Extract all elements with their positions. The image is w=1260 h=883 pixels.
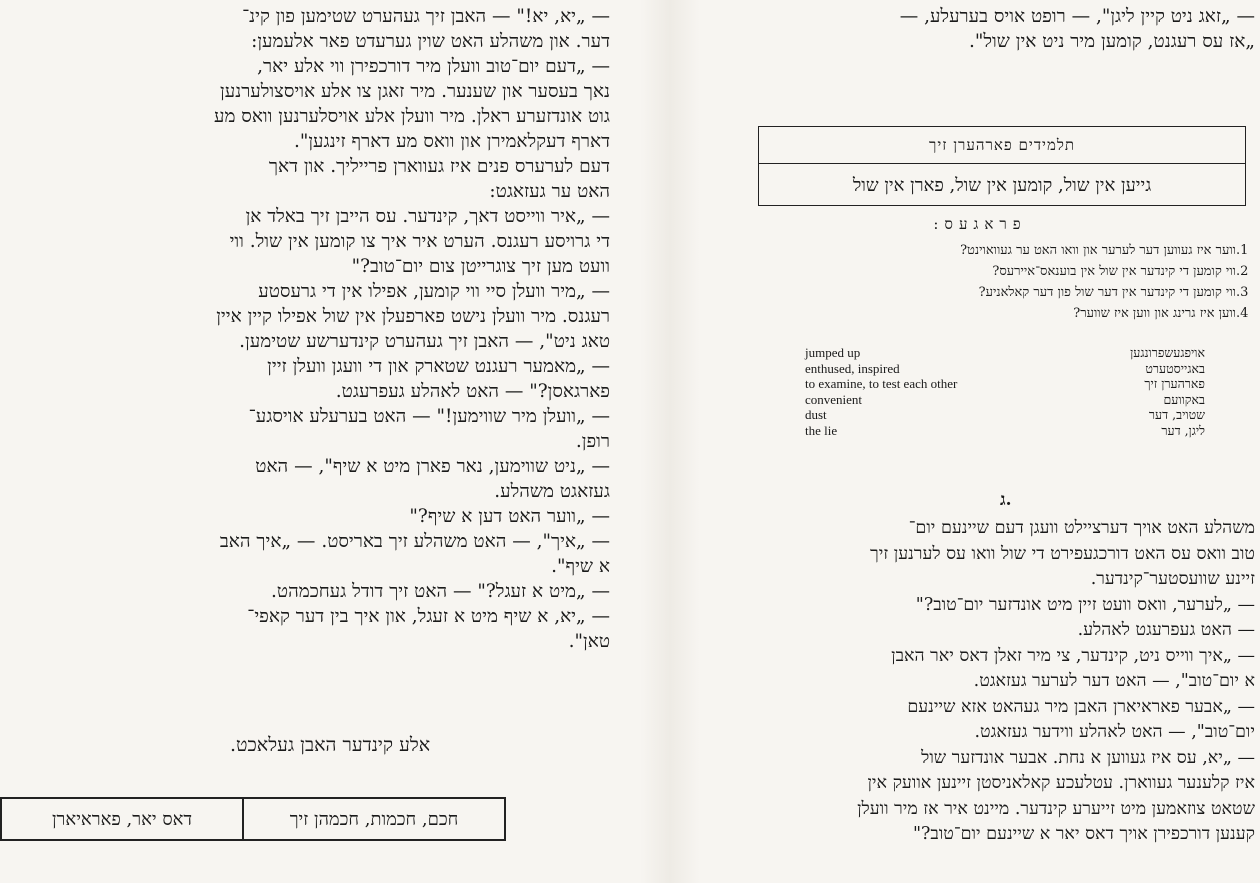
title-box <box>758 126 1246 206</box>
text-line: — „ווער האט דען א שיף?" <box>409 506 610 527</box>
text-line: גוט אונדזערע ראלן. מיר וועלן אלע אויסלערנען וואס מע <box>213 106 610 127</box>
vocab-english: the lie <box>805 422 838 438</box>
right-page-body <box>750 516 1255 848</box>
vocab-english: enthused, inspired <box>805 360 900 376</box>
text-line: געזאגט משהלע. <box>494 481 610 502</box>
text-line: די גרויסע רעגנס. הערט איר איך צו קומען אין שול. ווי <box>229 231 610 252</box>
question-number: 4. <box>1236 306 1249 321</box>
text-line: — „איך ווייס ניט, קינדער, צי מיר זאלן דאס יאר האבן <box>891 645 1255 666</box>
text-line: — „יא, א שיף מיט א זעגל, און איך בין דער קאפי־ <box>247 606 610 627</box>
text-line: יום־טוב", — האט לאהלע ווידער געזאגט. <box>974 722 1255 742</box>
text-line: — „לערער, וואס וועט זיין מיט אונדזער יום־טוב?" <box>915 594 1255 615</box>
text-line: טאג ניט", — האבן זיך געהערט קינדערשע שטימען. <box>239 331 610 352</box>
vocab-yiddish: פארהערן זיך <box>1144 376 1205 391</box>
right-top-paragraph <box>755 4 1255 54</box>
text-line: — „איר ווייסט דאך, קינדער. עס הייבן זיך באלד אן <box>245 206 610 227</box>
question-number: 1. <box>1236 243 1249 258</box>
vocab-yiddish: באגייסטערט <box>1145 360 1205 376</box>
question-text: ווי קומען די קינדער אין שול אין בוענאס־איירעס? <box>992 264 1236 279</box>
right-paragraphs <box>750 516 1255 848</box>
text-line: — „אבער פאראיארן האבן מיר געהאט אזא שיינעם <box>907 696 1255 717</box>
text-line: איז קלענער געווארן. עטלעכע קאלאניסטן זיינען אוועק אין <box>867 773 1255 793</box>
text-line: — „זאג ניט קיין ליגן", — רופט אויס בערעלע, — <box>899 6 1255 27</box>
text-line: — „דעם יום־טוב וועלן מיר דורכפירן ווי אלע יאר, <box>257 56 610 77</box>
text-line: דעם לערערס פנים איז געווארן פרייליך. און דאך <box>268 156 610 177</box>
left-bottom-table <box>0 797 506 841</box>
text-line: — „וועלן מיר שווימען!" — האט בערעלע אויסגע־ <box>248 406 610 427</box>
vocab-row <box>805 361 1205 377</box>
question-text: ווער איז געווען דער לערער און וואו האט ער געוואוינט? <box>960 243 1236 258</box>
vocab-english: jumped up <box>805 345 861 360</box>
text-line: רופן. <box>575 431 610 452</box>
left-page-text <box>0 4 610 654</box>
text-line: פארגאסן?" — האט לאהלע געפרעגט. <box>335 381 610 402</box>
page-gutter <box>640 0 700 883</box>
text-line: רעגנס. מיר וועלן נישט פארפעלן אין שול אפילו קיין איין <box>216 306 610 327</box>
text-line: — „מיט א זעגל?" — האט זיך דודל געחכמהט. <box>271 581 610 602</box>
vocab-row <box>805 345 1205 361</box>
text-line: משהלע האט אויך דערציילט וועגן דעם שיינעם יום־ <box>908 518 1255 538</box>
question-item <box>780 240 1258 261</box>
vocab-yiddish: ליגן, דער <box>1161 422 1205 438</box>
vocabulary-list <box>805 345 1205 438</box>
text-line: וועט מען זיך צוגרייטן צום יום־טוב?" <box>351 256 610 277</box>
question-item <box>780 261 1258 282</box>
text-line: דארף דעקלאמירן און וואס מע דארף זינגען". <box>293 131 610 152</box>
vocab-row <box>805 423 1205 439</box>
question-number: 3. <box>1236 285 1249 300</box>
text-line: — האט געפרעגט לאהלע. <box>1077 620 1255 640</box>
table-cell-right: חכם, חכמות, חכמהן זיך <box>242 799 504 839</box>
text-line: קענען דורכפירן אויך דאס יאר א שיינעם יום־טוב?" <box>912 824 1255 844</box>
vocab-row <box>805 407 1205 423</box>
text-line: א יום־טוב", — האט דער לערער געזאגט. <box>973 671 1255 691</box>
text-line: זיינע שוועסטער־קינדער. <box>1090 569 1255 589</box>
text-line: האט ער געזאגט: <box>489 181 610 202</box>
question-item <box>780 282 1258 303</box>
vocab-english: convenient <box>805 391 863 407</box>
table-cell-left: דאס יאר, פאראיארן <box>51 808 193 830</box>
question-text: ווען איז גרינג און ווען איז שווער? <box>1073 306 1236 321</box>
vocab-yiddish: אויפגעשפרונגען <box>1130 345 1205 360</box>
text-line: דער. און משהלע האט שוין גערעדט פאר אלעמען: <box>251 31 610 52</box>
vocab-row <box>805 376 1205 392</box>
text-line: — „מאמער רעגנט שטארק און די וועגן וועלן זיין <box>267 356 610 377</box>
questions-heading: פראגעס: <box>933 215 1027 233</box>
text-line: — „ניט שווימען, נאר פארן מיט א שיף", — האט <box>255 456 610 477</box>
question-text: ווי קומען די קינדער אין דער שול פון דער קאלאניע? <box>978 285 1236 300</box>
left-closing-line: אלע קינדער האבן געלאכט. <box>230 734 431 756</box>
text-line: נאך בעסער און שענער. מיר זאגן צו אלע אויסצולערנען <box>220 81 610 102</box>
text-line: טוב וואס עס האט דורכגעפירט די שול וואו עס לערנען זיך <box>870 543 1255 564</box>
text-line: א שיף". <box>551 556 610 577</box>
text-line: שטאט צוזאמען מיט זייערע קינדער. מיינט איר אז מיר וועלן <box>857 798 1255 819</box>
text-line: — „יא, עס איז געווען א נחת. אבער אונדזער שול <box>921 747 1255 768</box>
vocab-yiddish: שטויב, דער <box>1148 407 1205 422</box>
vocab-english: dust <box>805 407 827 422</box>
text-line: „אז עס רעגנט, קומען מיר ניט אין שול". <box>968 31 1255 52</box>
question-item <box>780 303 1258 324</box>
box-title: תלמידים פארהערן זיך <box>759 127 1245 164</box>
vocab-yiddish: באקוועם <box>1163 391 1205 407</box>
vocab-english: to examine, to test each other <box>805 376 958 391</box>
box-subtitle: גייען אין שול, קומען אין שול, פארן אין שול <box>852 174 1152 196</box>
question-number: 2. <box>1236 264 1249 279</box>
right-top-text <box>755 4 1255 54</box>
questions-list <box>780 240 1258 324</box>
text-line: טאן". <box>568 631 610 652</box>
left-paragraphs <box>0 4 610 654</box>
vocab-row <box>805 392 1205 408</box>
text-line: — „יא, יא!" — האבן זיך געהערט שטימען פון קינ־ <box>242 6 610 27</box>
text-line: — „מיר וועלן סיי ווי קומען, אפילו אין די גרעסטע <box>258 281 610 302</box>
section-marker: ג. <box>1000 490 1012 510</box>
text-line: — „איך", — האט משהלע זיך באריסט. — „איך האב <box>219 531 610 552</box>
